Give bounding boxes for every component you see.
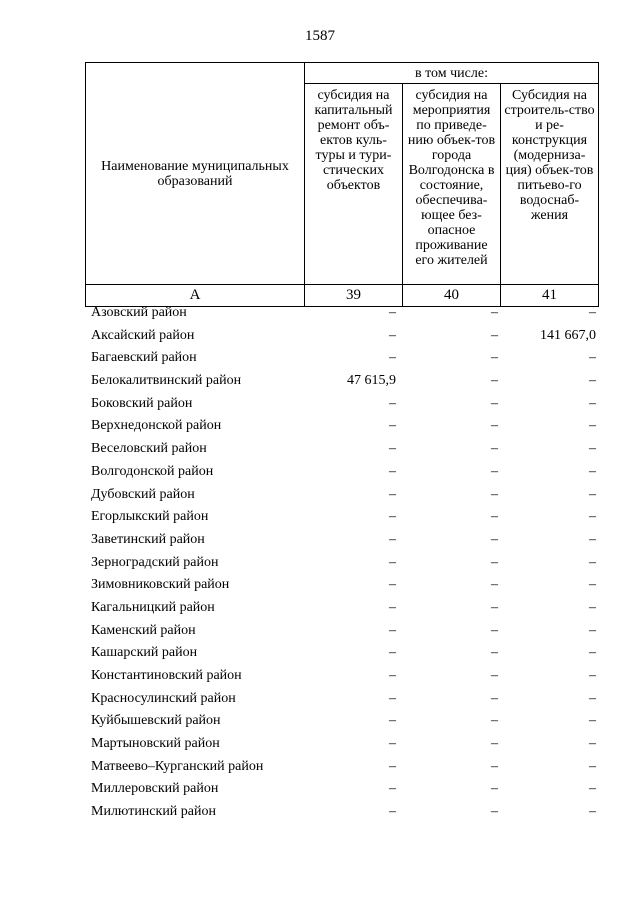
table-row bbox=[85, 552, 601, 575]
value-col-41: – bbox=[589, 554, 596, 570]
value-col-39: – bbox=[389, 736, 396, 752]
value-col-40: – bbox=[491, 713, 498, 729]
value-col-39: – bbox=[389, 509, 396, 525]
value-col-40: – bbox=[491, 305, 498, 320]
region-name: Белокалитвинский район bbox=[91, 373, 242, 389]
value-col-40: – bbox=[491, 577, 498, 593]
region-name: Егорлыкский район bbox=[91, 509, 209, 525]
value-col-41: – bbox=[589, 463, 596, 479]
value-col-40: – bbox=[491, 486, 498, 502]
table-row bbox=[85, 574, 601, 597]
page-number: 1587 bbox=[305, 28, 335, 44]
region-name: Зимовниковский район bbox=[91, 577, 230, 593]
table-row bbox=[85, 347, 601, 370]
column-40-header-text: субсидия на мероприятия по приведе-нию объек-тов города Волгодонска в состояние, обеспечива-ющее без-опасное проживание его жителей bbox=[407, 88, 496, 268]
column-39-header bbox=[305, 84, 403, 285]
code-39: 39 bbox=[305, 285, 403, 307]
region-name: Волгодонской район bbox=[91, 463, 214, 479]
value-col-40: – bbox=[491, 804, 498, 820]
region-name: Зерноградский район bbox=[91, 554, 219, 570]
region-name: Аксайский район bbox=[91, 327, 195, 343]
table-row bbox=[85, 529, 601, 552]
column-41-header bbox=[501, 84, 599, 285]
column-41-header-text: Субсидия на строитель-ство и ре-конструкция (модерниза-ция) объек-тов питьево-го водоснаб-жения bbox=[504, 88, 595, 223]
region-name: Константиновский район bbox=[91, 668, 242, 683]
table-row bbox=[85, 801, 601, 824]
value-col-39: 47 615,9 bbox=[347, 373, 396, 389]
code-a: А bbox=[86, 285, 305, 307]
value-col-39: – bbox=[389, 577, 396, 593]
table-row bbox=[85, 438, 601, 461]
value-col-41: – bbox=[589, 690, 596, 706]
table-row bbox=[85, 325, 601, 348]
value-col-39: – bbox=[389, 599, 396, 615]
value-col-39: – bbox=[389, 781, 396, 797]
table-row bbox=[85, 665, 601, 688]
region-name: Багаевский район bbox=[91, 350, 197, 366]
value-col-40: – bbox=[491, 645, 498, 661]
table-row bbox=[85, 370, 601, 393]
value-col-41: – bbox=[589, 758, 596, 774]
value-col-39: – bbox=[389, 486, 396, 502]
value-col-40: – bbox=[491, 668, 498, 683]
table-body bbox=[85, 302, 601, 824]
value-col-41: – bbox=[589, 645, 596, 661]
value-col-41: – bbox=[589, 441, 596, 457]
region-name: Дубовский район bbox=[91, 486, 195, 502]
value-col-41: – bbox=[589, 305, 596, 320]
region-name: Миллеровский район bbox=[91, 781, 219, 797]
value-col-40: – bbox=[491, 531, 498, 547]
name-column-header-text: Наименование муниципальных образований bbox=[101, 158, 289, 189]
table-row bbox=[85, 710, 601, 733]
value-col-40: – bbox=[491, 758, 498, 774]
value-col-39: – bbox=[389, 531, 396, 547]
value-col-39: – bbox=[389, 554, 396, 570]
value-col-41: – bbox=[589, 804, 596, 820]
value-col-40: – bbox=[491, 690, 498, 706]
table-header bbox=[85, 62, 599, 307]
group-header: в том числе: bbox=[305, 63, 599, 84]
value-col-39: – bbox=[389, 804, 396, 820]
region-name: Веселовский район bbox=[91, 441, 207, 457]
region-name: Милютинский район bbox=[91, 804, 217, 820]
column-40-header bbox=[403, 84, 501, 285]
value-col-41: 141 667,0 bbox=[540, 327, 596, 343]
value-col-41: – bbox=[589, 599, 596, 615]
value-col-39: – bbox=[389, 418, 396, 434]
value-col-40: – bbox=[491, 373, 498, 389]
region-name: Красносулинский район bbox=[91, 690, 236, 706]
region-name: Заветинский район bbox=[91, 531, 205, 547]
table-row bbox=[85, 688, 601, 711]
code-41: 41 bbox=[501, 285, 599, 307]
name-column-header bbox=[86, 63, 305, 285]
value-col-39: – bbox=[389, 668, 396, 683]
region-name: Каменский район bbox=[91, 622, 196, 638]
column-39-header-text: субсидия на капитальный ремонт объ-ектов куль-туры и тури-стических объектов bbox=[314, 88, 393, 193]
value-col-41: – bbox=[589, 668, 596, 683]
region-name: Куйбышевский район bbox=[91, 713, 221, 729]
table-row bbox=[85, 393, 601, 416]
value-col-39: – bbox=[389, 645, 396, 661]
value-col-39: – bbox=[389, 327, 396, 343]
value-col-40: – bbox=[491, 418, 498, 434]
value-col-39: – bbox=[389, 758, 396, 774]
region-name: Верхнедонской район bbox=[91, 418, 222, 434]
value-col-39: – bbox=[389, 690, 396, 706]
code-40: 40 bbox=[403, 285, 501, 307]
table-row bbox=[85, 778, 601, 801]
value-col-41: – bbox=[589, 713, 596, 729]
value-col-39: – bbox=[389, 350, 396, 366]
value-col-41: – bbox=[589, 418, 596, 434]
value-col-39: – bbox=[389, 713, 396, 729]
value-col-41: – bbox=[589, 373, 596, 389]
value-col-41: – bbox=[589, 736, 596, 752]
value-col-41: – bbox=[589, 486, 596, 502]
value-col-40: – bbox=[491, 463, 498, 479]
table-row bbox=[85, 642, 601, 665]
value-col-41: – bbox=[589, 395, 596, 411]
value-col-40: – bbox=[491, 395, 498, 411]
value-col-40: – bbox=[491, 554, 498, 570]
value-col-41: – bbox=[589, 350, 596, 366]
table-row bbox=[85, 733, 601, 756]
region-name: Кашарский район bbox=[91, 645, 198, 661]
table-row bbox=[85, 415, 601, 438]
table-row bbox=[85, 620, 601, 643]
value-col-41: – bbox=[589, 577, 596, 593]
value-col-41: – bbox=[589, 531, 596, 547]
table-row bbox=[85, 597, 601, 620]
table-row bbox=[85, 461, 601, 484]
region-name: Боковский район bbox=[91, 395, 193, 411]
region-name: Мартыновский район bbox=[91, 736, 220, 752]
value-col-39: – bbox=[389, 395, 396, 411]
table-row bbox=[85, 506, 601, 529]
value-col-39: – bbox=[389, 441, 396, 457]
value-col-39: – bbox=[389, 622, 396, 638]
region-name: Кагальницкий район bbox=[91, 599, 215, 615]
table-row bbox=[85, 302, 601, 325]
value-col-39: – bbox=[389, 305, 396, 320]
value-col-40: – bbox=[491, 327, 498, 343]
value-col-40: – bbox=[491, 736, 498, 752]
region-name: Матвеево–Курганский район bbox=[91, 758, 264, 774]
value-col-41: – bbox=[589, 781, 596, 797]
table-row bbox=[85, 756, 601, 779]
value-col-40: – bbox=[491, 781, 498, 797]
region-name: Азовский район bbox=[91, 305, 187, 320]
value-col-41: – bbox=[589, 622, 596, 638]
value-col-41: – bbox=[589, 509, 596, 525]
value-col-40: – bbox=[491, 622, 498, 638]
value-col-40: – bbox=[491, 509, 498, 525]
value-col-40: – bbox=[491, 441, 498, 457]
value-col-39: – bbox=[389, 463, 396, 479]
value-col-40: – bbox=[491, 350, 498, 366]
table-row bbox=[85, 484, 601, 507]
value-col-40: – bbox=[491, 599, 498, 615]
